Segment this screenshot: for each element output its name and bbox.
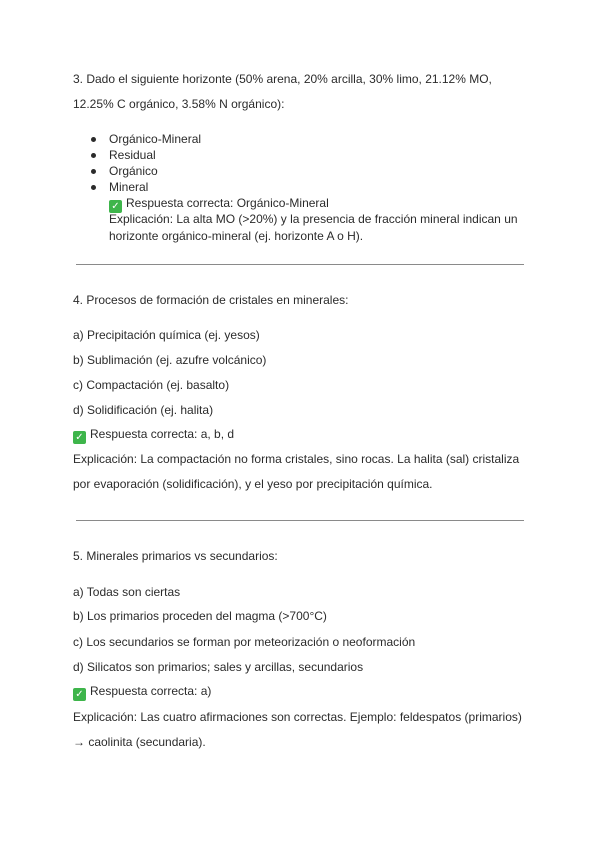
q5-answer-text: Respuesta correcta: a) [90, 684, 212, 698]
q5-title: 5. Minerales primarios vs secundarios: [73, 549, 278, 563]
q5-option: d) Silicatos son primarios; sales y arcillas, secundarios [73, 660, 364, 674]
check-icon: ✓ [73, 688, 86, 701]
q5-option: c) Los secundarios se forman por meteorización o neoformación [73, 635, 416, 649]
q4-option: a) Precipitación química (ej. yesos) [73, 328, 260, 342]
q4-answer [73, 426, 234, 444]
q5-answer [73, 683, 211, 701]
q4-explanation-line2: por evaporación (solidificación), y el yeso por precipitación química. [73, 477, 433, 491]
q3-title-line1: 3. Dado el siguiente horizonte (50% arena, 20% arcilla, 30% limo, 21.12% MO, [73, 72, 492, 86]
bullet-icon [91, 153, 96, 158]
q3-option-text: Orgánico-Mineral [109, 132, 202, 146]
q5-explanation-line1: Explicación: Las cuatro afirmaciones son correctas. Ejemplo: feldespatos (primarios) [73, 710, 522, 724]
q5-option: a) Todas son ciertas [73, 585, 181, 599]
section-divider [76, 520, 524, 521]
q4-option: c) Compactación (ej. basalto) [73, 378, 230, 392]
q4-explanation-line1: Explicación: La compactación no forma cristales, sino rocas. La halita (sal) cristaliza [73, 452, 520, 466]
q3-option-text: Mineral [109, 180, 149, 194]
q3-answer-text: Respuesta correcta: Orgánico-Mineral [126, 196, 329, 210]
q3-option-text: Residual [109, 148, 156, 162]
q5-option: b) Los primarios proceden del magma (>700°C) [73, 609, 327, 623]
q4-option: d) Solidificación (ej. halita) [73, 403, 214, 417]
q5-explanation-line2: → caolinita (secundaria). [73, 735, 206, 749]
q3-option-text: Orgánico [109, 164, 158, 178]
section-divider [76, 264, 524, 265]
q4-answer-text: Respuesta correcta: a, b, d [90, 427, 235, 441]
check-icon: ✓ [109, 200, 122, 213]
q3-explanation-line1: Explicación: La alta MO (>20%) y la presencia de fracción mineral indican un [109, 212, 518, 226]
bullet-icon [91, 169, 96, 174]
q4-title: 4. Procesos de formación de cristales en minerales: [73, 293, 349, 307]
bullet-icon [91, 185, 96, 190]
q3-explanation-line2: horizonte orgánico-mineral (ej. horizonte A o H). [109, 229, 364, 243]
bullet-icon [91, 137, 96, 142]
check-icon: ✓ [73, 431, 86, 444]
q3-title-line2: 12.25% C orgánico, 3.58% N orgánico): [73, 97, 285, 111]
q4-option: b) Sublimación (ej. azufre volcánico) [73, 353, 267, 367]
